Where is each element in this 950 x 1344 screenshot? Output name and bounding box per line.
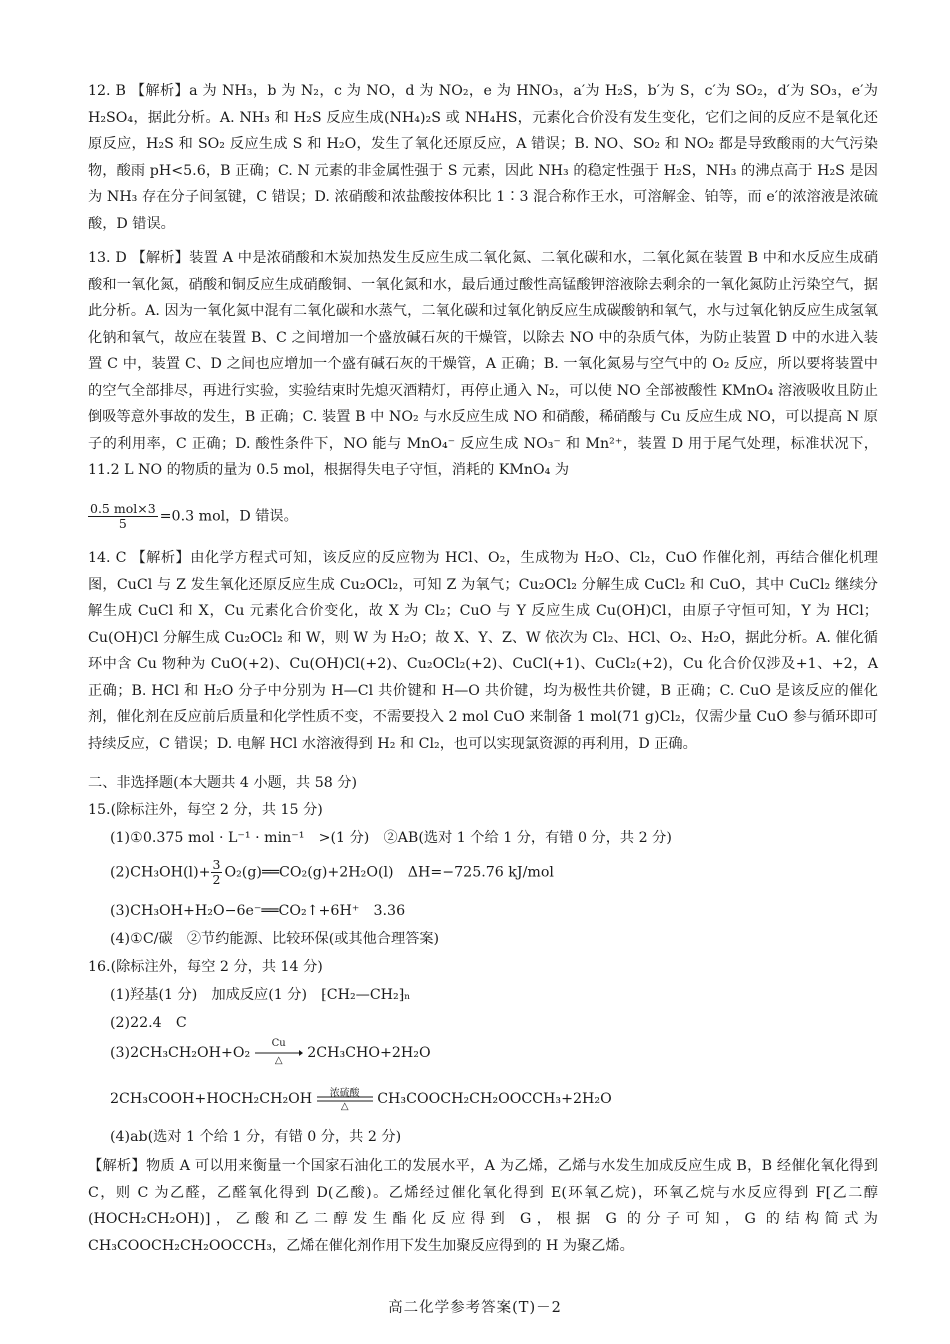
eq2-products: CH₃COOCH₂CH₂OOCCH₃+2H₂O [377, 1091, 612, 1107]
q15-2-lhs: (2)CH₃OH(l)+ [110, 864, 211, 881]
question-15-part-3: (3)CH₃OH+H₂O−6e⁻══CO₂↑+6H⁺ 3.36 [110, 903, 406, 919]
q15-2-denominator: 2 [212, 872, 221, 887]
eq1-condition: △ [274, 1055, 283, 1066]
question-16-part-2: (2)22.4 C [110, 1015, 187, 1031]
question-16-equation-2 [110, 1088, 612, 1110]
question-16-analysis: 【解析】物质 A 可以用来衡量一个国家石油化工的发展水平，A 为乙烯，乙烯与水发生加成反应生成 B，B 经催化氧化得到 C，则 C 为乙醛，乙醛氧化得到 D(乙酸)。乙烯经过催化氧化得到 E(环氧乙烷)，环氧乙烷与水反应得到 F[乙二醇(HOCH₂CH₂OH)]，乙酸和乙二醇发生酯化反应得到 G，根据 G 的分子可知，G 的结构简式为 CH₃COOCH₂CH₂OOCCH₃，乙烯在催化剂作用下发生加聚反应得到的 H 为聚乙烯。 [88, 1158, 878, 1254]
q15-2-numerator: 3 [212, 857, 221, 872]
question-15-part-4: (4)①C/碳 ②节约能源、比较环保(或其他合理答案) [110, 931, 440, 947]
eq2-arrow [317, 1088, 373, 1110]
page-footer: 高二化学参考答案(T)－2 [388, 1300, 562, 1316]
question-16-part-4: (4)ab(选对 1 个给 1 分，有错 0 分，共 2 分) [110, 1129, 402, 1145]
question-13-answer: 13. D 【解析】装置 A 中是浓硝酸和木炭加热发生反应生成二氧化氮、二氧化碳和水，二氧化氮在装置 B 中和水反应生成硝酸和一氧化氮，硝酸和铜反应生成硝酸铜、一氧化氮和水，最后通过酸性高锰酸钾溶液除去剩余的一氧化氮防止污染空气，据此分析。A. 因为一氧化氮中混有二氧化碳和水蒸气，二氧化碳和过氧化钠反应生成碳酸钠和氧气，水与过氧化钠反应生成氢氧化钠和氧气，故应在装置 B、C 之间增加一个盛放碱石灰的干燥管，以除去 NO 中的杂质气体，为防止装置 D 中的水进入装置 C 中，装置 C、D 之间也应增加一个盛有碱石灰的干燥管，A 正确；B. 一氧化氮易与空气中的 O₂ 反应，所以要将装置中的空气全部排尽，再进行实验，实验结束时先熄灭酒精灯，再停止通入 N₂，可以使 NO 全部被酸性 KMnO₄ 溶液吸收且防止倒吸等意外事故的发生，B 正确；C. 装置 B 中 NO₂ 与水反应生成 NO 和硝酸，稀硝酸与 Cu 反应生成 NO，可以提高 N 原子的利用率，C 正确；D. 酸性条件下，NO 能与 MnO₄⁻ 反应生成 NO₃⁻ 和 Mn²⁺，装置 D 用于尾气处理，标准状况下，11.2 L NO 的物质的量为 0.5 mol，根据得失电子守恒，消耗的 KMnO₄ 为 [88, 250, 879, 478]
eq1-arrow [255, 1038, 303, 1066]
question-12-answer: 12. B 【解析】a 为 NH₃，b 为 N₂，c 为 NO，d 为 NO₂，e 为 HNO₃，a′为 H₂S，b′为 S，c′为 SO₂，d′为 SO₃，e′为 H₂SO₄，据此分析。A. NH₃ 和 H₂S 反应生成(NH₄)₂S 或 NH₄HS，元素化合价没有发生变化，它们之间的反应不是氧化还原反应，H₂S 和 SO₂ 反应生成 S 和 H₂O，发生了氧化还原反应，A 错误；B. NO、SO₂ 和 NO₂ 都是导致酸雨的大气污染物，酸雨 pH<5.6，B 正确；C. N 元素的非金属性强于 S 元素，因此 NH₃ 的稳定性强于 H₂S，NH₃ 的沸点高于 H₂S 是因为 NH₃ 存在分子间氢键，C 错误；D. 浓硝酸和浓盐酸按体积比 1∶3 混合称作王水，可溶解金、铂等，而 e′的浓溶液是浓硫酸，D 错误。 [88, 83, 878, 232]
eq2-reactants: 2CH₃COOH+HOCH₂CH₂OH [110, 1091, 313, 1107]
question-15-part-1: (1)①0.375 mol · L⁻¹ · min⁻¹ >(1 分) ②AB(选对 1 个给 1 分，有错 0 分，共 2 分) [110, 830, 672, 846]
q13-fraction-denominator: 5 [118, 516, 127, 531]
q15-2-fraction [211, 858, 223, 887]
question-15-heading: 15.(除标注外，每空 2 分，共 15 分) [88, 802, 323, 818]
eq1-products: 2CH₃CHO+2H₂O [307, 1045, 431, 1061]
question-16-part-1: (1)羟基(1 分) 加成反应(1 分) ⁅CH₂—CH₂⁆ₙ [110, 987, 411, 1003]
question-16-heading: 16.(除标注外，每空 2 分，共 14 分) [88, 959, 323, 975]
q13-fraction-numerator: 0.5 mol×3 [90, 501, 156, 516]
q15-2-rhs: O₂(g)══CO₂(g)+2H₂O(l) ΔH=−725.76 kJ/mol [224, 864, 554, 881]
eq1-reactants: (3)2CH₃CH₂OH+O₂ [110, 1045, 251, 1061]
question-15-part-2 [110, 858, 554, 887]
question-13-calc [88, 502, 298, 531]
q13-result: =0.3 mol，D 错误。 [159, 508, 298, 525]
section-2-heading: 二、非选择题(本大题共 4 小题，共 58 分) [88, 775, 358, 791]
question-16-equation-1 [110, 1038, 431, 1066]
question-14-answer: 14. C 【解析】由化学方程式可知，该反应的反应物为 HCl、O₂，生成物为 H₂O、Cl₂，CuO 作催化剂，再结合催化机理图，CuCl 与 Z 发生氧化还原反应生成 Cu₂OCl₂，可知 Z 为氧气；Cu₂OCl₂ 分解生成 CuCl₂ 和 CuO，其中 CuCl₂ 继续分解生成 CuCl 和 X，Cu 元素化合价变化，故 X 为 Cl₂；CuO 与 Y 反应生成 Cu(OH)Cl，由原子守恒可知，Y 为 HCl；Cu(OH)Cl 分解生成 Cu₂OCl₂ 和 W，则 W 为 H₂O；故 X、Y、Z、W 依次为 Cl₂、HCl、O₂、H₂O，据此分析。A. 催化循环中含 Cu 物种为 CuO(+2)、Cu(OH)Cl(+2)、Cu₂OCl₂(+2)、CuCl(+1)、CuCl₂(+2)，Cu 化合价仅涉及+1、+2，A 正确；B. HCl 和 H₂O 分子中分别为 H—Cl 共价键和 H—O 共价键，均为极性共价键，B 正确；C. CuO 是该反应的催化剂，催化剂在反应前后质量和化学性质不变，不需要投入 2 mol CuO 来制备 1 mol(71 g)Cl₂，仅需少量 CuO 参与循环即可持续反应，C 错误；D. 电解 HCl 水溶液得到 H₂ 和 Cl₂，也可以实现氯资源的再利用，D 正确。 [88, 550, 878, 752]
eq2-catalyst: 浓硫酸 [329, 1088, 360, 1099]
q13-fraction [88, 502, 158, 531]
eq2-condition: △ [340, 1101, 349, 1112]
eq1-catalyst: Cu [271, 1038, 286, 1049]
